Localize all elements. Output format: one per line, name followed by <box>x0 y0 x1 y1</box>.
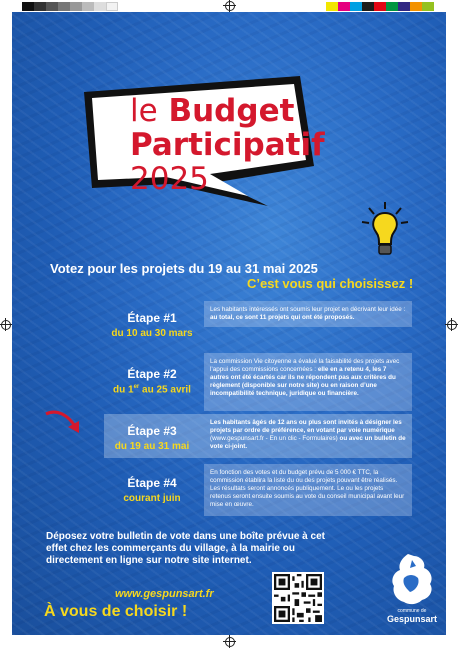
footer-instructions: Déposez votre bulletin de vote dans une boîte prévue à cet effet chez les commerçants du village, à la mairie ou directement en ligne sur notre site internet. <box>46 531 325 566</box>
description-run: ou avec un bulletin de vote ci-joint. <box>210 435 406 450</box>
logo-small-text: commune de <box>397 608 427 614</box>
description-run: au total, ce sont 11 projets qui ont été proposés. <box>210 314 355 321</box>
description-run: En fonction des votes et du budget prévu de 5 000 € TTC, la commission établira la liste du ou des projets pouvant être réalisés. Les résultats seront annoncés publiquement. Le ou les projets retenus seront ensuite soumis au vote du conseil municipal avant leur mise en œuvre. <box>210 469 405 508</box>
registration-mark-bottom <box>225 637 235 647</box>
curved-arrow-icon <box>42 408 92 438</box>
registration-mark-left <box>1 320 11 330</box>
step-1-date: du 10 au 30 mars <box>111 328 193 339</box>
description-run: La commission Vie citoyenne a évalué la faisabilité des projets avec l’appui des commissions concernées : <box>210 358 400 373</box>
description-run: elle en a retenu 4, les 7 autres ont été écartés car ils ne répondent pas aux critères du règlement (disponible sur notre site) ou en raison d’une incompatibilité technique, juridique ou financière. <box>210 366 396 397</box>
title-prefix: le <box>130 93 158 129</box>
qr-code-icon[interactable] <box>272 572 324 624</box>
title-budget: Budget <box>168 93 295 129</box>
registration-mark-right <box>447 320 457 330</box>
step-4-description <box>204 464 412 516</box>
gespunsart-logo <box>382 550 442 608</box>
description-run: (www.gespunsart.fr - En un clic - Formulaires) <box>210 435 340 442</box>
logo-caption <box>372 608 446 624</box>
color-bar <box>326 2 434 11</box>
step-2 <box>104 353 412 411</box>
website-link[interactable]: www.gespunsart.fr <box>115 588 214 600</box>
poster <box>12 12 446 635</box>
lightbulb-icon <box>360 200 410 260</box>
step-4 <box>104 464 412 516</box>
step-2-description <box>204 353 412 411</box>
description-run: Les habitants intéressés ont soumis leur projet en décrivant leur idée : <box>210 306 406 313</box>
step-4-date: courant juin <box>123 493 181 504</box>
step-2-name: Étape #2 <box>127 367 177 381</box>
registration-mark-top <box>225 1 235 11</box>
page-title <box>130 94 325 196</box>
title-year: 2025 <box>130 161 209 197</box>
step-3-date: du 19 au 31 mai <box>114 441 190 452</box>
step-1-description <box>204 301 412 327</box>
step-2-date: du 1er au 25 avril <box>113 384 191 396</box>
call-to-action: À vous de choisir ! <box>44 603 188 620</box>
description-run: par ordre de préférence, en votant par voie numérique <box>232 427 395 434</box>
step-3-description <box>204 414 412 456</box>
grayscale-bar <box>22 2 118 11</box>
step-1 <box>104 301 412 347</box>
step-3 <box>104 414 412 458</box>
title-participatif: Participatif <box>130 127 325 163</box>
step-1-name: Étape #1 <box>127 311 177 325</box>
subline: C’est vous qui choisissez ! <box>247 276 414 291</box>
step-4-name: Étape #4 <box>127 476 177 490</box>
logo-name: Gespunsart <box>386 614 437 624</box>
headline: Votez pour les projets du 19 au 31 mai 2025 <box>50 261 318 276</box>
description-run: Les habitants âgés de 12 ans ou plus sont invités à désigner les projets <box>210 419 402 434</box>
step-3-name: Étape #3 <box>127 424 177 438</box>
